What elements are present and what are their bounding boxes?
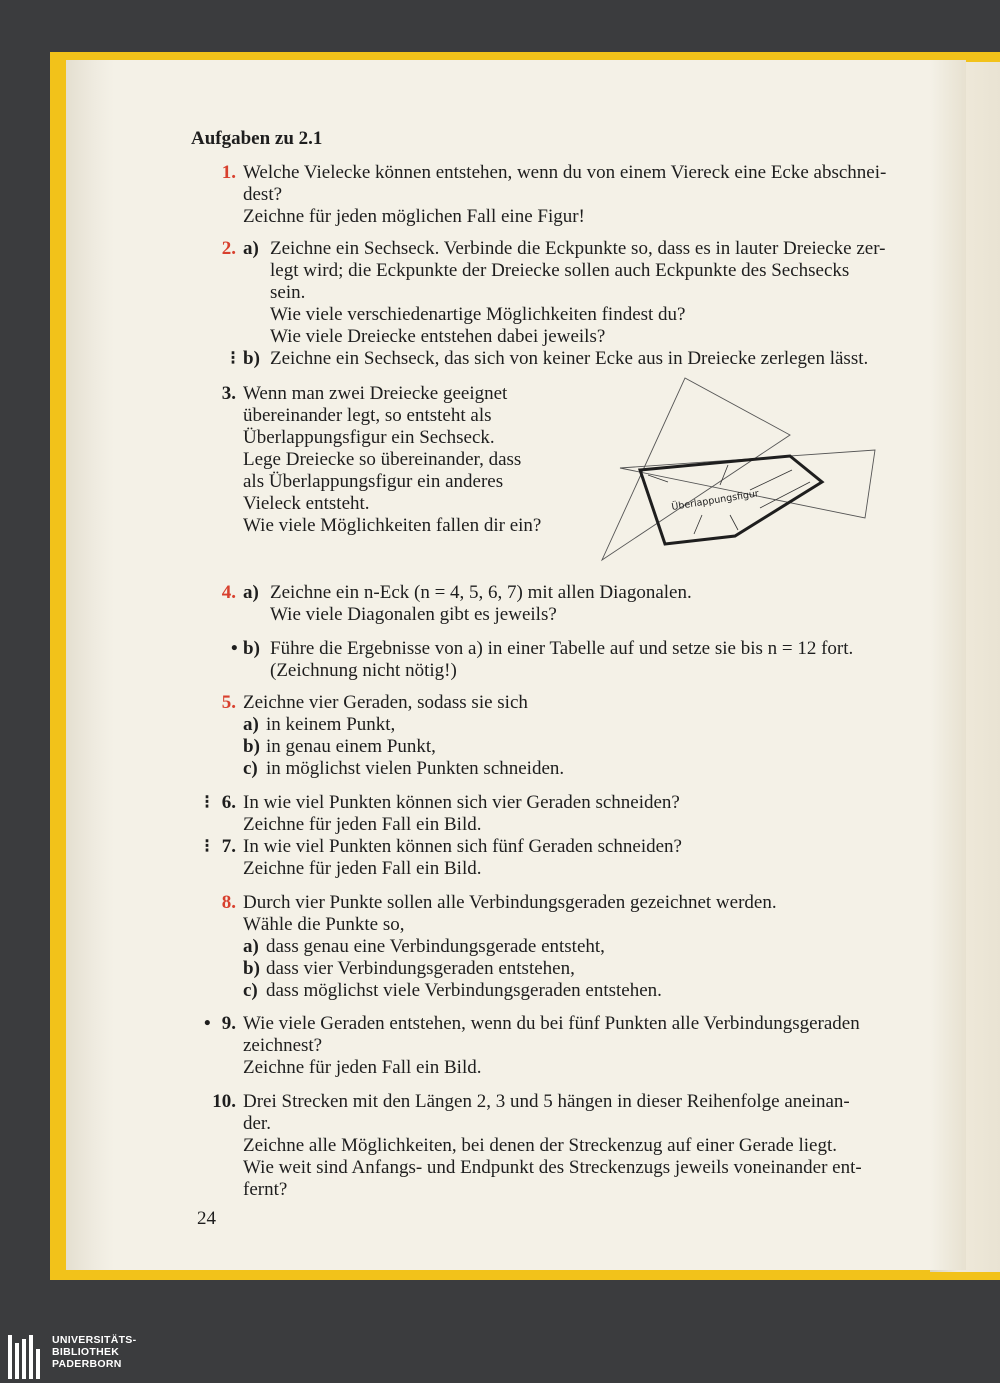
subtask-label: a) [243, 238, 259, 259]
difficulty-marker: ⁝ [230, 348, 237, 369]
task-text-line: Zeichne für jeden Fall ein Bild. [243, 1057, 482, 1078]
task-text-line: Wie viele Diagonalen gibt es jeweils? [270, 604, 557, 625]
task-number: 9. [221, 1013, 236, 1034]
task-number: 1. [221, 162, 236, 183]
task-text-line: fernt? [243, 1179, 288, 1200]
task-text-line: Wähle die Punkte so, [243, 914, 405, 935]
task-text-line: Zeichne vier Geraden, sodass sie sich [243, 692, 528, 713]
task-text-line: in keinem Punkt, [266, 714, 396, 735]
task-text-line: Zeichne ein n-Eck (n = 4, 5, 6, 7) mit allen Diagonalen. [270, 582, 692, 603]
task-text-line: Zeichne ein Sechseck, das sich von keiner Ecke aus in Dreiecke zerlegen lässt. [270, 348, 869, 369]
subtask-label: c) [243, 758, 258, 779]
subtask-label: a) [243, 936, 259, 957]
task-text-line: dass möglichst viele Verbindungsgeraden entstehen. [266, 980, 662, 1001]
task-text-line: Wenn man zwei Dreiecke geeignet [243, 383, 508, 404]
task-text-line: dass genau eine Verbindungsgerade entsteht, [266, 936, 605, 957]
task-text-line: In wie viel Punkten können sich vier Geraden schneiden? [243, 792, 680, 813]
task-number: 4. [221, 582, 236, 603]
task-number: 8. [221, 892, 236, 913]
task-text-line: Zeichne für jeden möglichen Fall eine Figur! [243, 206, 585, 227]
task-text-line: (Zeichnung nicht nötig!) [270, 660, 457, 681]
difficulty-marker: • [204, 1013, 211, 1034]
task-text-line: Überlappungsfigur ein Sechseck. [243, 427, 495, 448]
library-name-line: BIBLIOTHEK [52, 1346, 120, 1358]
subtask-label: b) [243, 958, 260, 979]
task-text-line: in möglichst vielen Punkten schneiden. [266, 758, 565, 779]
task-text-line: der. [243, 1113, 271, 1134]
task-text-line: zeichnest? [243, 1035, 323, 1056]
subtask-label: b) [243, 736, 260, 757]
task-text-line: Zeichne ein Sechseck. Verbinde die Eckpunkte so, dass es in lauter Dreiecke zer- [270, 238, 886, 259]
task-text-line: Wie viele Geraden entstehen, wenn du bei fünf Punkten alle Verbindungsgeraden [243, 1013, 860, 1034]
task-text-line: Zeichne alle Möglichkeiten, bei denen der Streckenzug auf einer Gerade liegt. [243, 1135, 838, 1156]
task-text-line: in genau einem Punkt, [266, 736, 436, 757]
library-name-line: UNIVERSITÄTS- [52, 1334, 137, 1346]
task-text-line: Welche Vielecke können entstehen, wenn du von einem Viereck eine Ecke abschnei- [243, 162, 887, 183]
subtask-label: a) [243, 714, 259, 735]
page-gutter [66, 60, 114, 1270]
task-text-line: Führe die Ergebnisse von a) in einer Tabelle auf und setze sie bis n = 12 fort. [270, 638, 854, 659]
task-text-line: In wie viel Punkten können sich fünf Geraden schneiden? [243, 836, 682, 857]
task-text-line: Lege Dreiecke so übereinander, dass [243, 449, 522, 470]
task-text-line: legt wird; die Eckpunkte der Dreiecke sollen auch Eckpunkte des Sechsecks [270, 260, 850, 281]
task-text-line: als Überlappungsfigur ein anderes [243, 471, 504, 492]
task-text-line: Wie viele Dreiecke entstehen dabei jeweils? [270, 326, 606, 347]
subtask-label: b) [243, 348, 260, 369]
figure-label: Überlappungsfigur [670, 488, 760, 513]
task-number: 7. [221, 836, 236, 857]
library-name-line: PADERBORN [52, 1358, 122, 1370]
task-text-line: Durch vier Punkte sollen alle Verbindungsgeraden gezeichnet werden. [243, 892, 777, 913]
difficulty-marker: ⁝ [204, 836, 211, 857]
task-text-line: Drei Strecken mit den Längen 2, 3 und 5 hängen in dieser Reihenfolge aneinan- [243, 1091, 850, 1112]
task-text-line: dass vier Verbindungsgeraden entstehen, [266, 958, 575, 979]
task-number: 10. [212, 1091, 236, 1112]
task-number: 5. [221, 692, 236, 713]
task-number: 2. [221, 238, 236, 259]
task-text-line: dest? [243, 184, 283, 205]
library-logo-text [52, 1334, 136, 1370]
task-text-line: Vieleck entsteht. [243, 493, 370, 514]
task-text-line: Zeichne für jeden Fall ein Bild. [243, 858, 482, 879]
page-number: 24 [197, 1208, 216, 1229]
section-heading: Aufgaben zu 2.1 [191, 128, 323, 149]
task-text-line: Wie viele verschiedenartige Möglichkeiten findest du? [270, 304, 686, 325]
task-number: 6. [221, 792, 236, 813]
task-text-line: Wie weit sind Anfangs- und Endpunkt des Streckenzugs jeweils voneinander ent- [243, 1157, 862, 1178]
subtask-label: b) [243, 638, 260, 659]
difficulty-marker: • [231, 638, 238, 659]
triangle-one [602, 378, 790, 560]
difficulty-marker: ⁝ [204, 792, 211, 813]
task-text-line: sein. [270, 282, 306, 303]
subtask-label: c) [243, 980, 258, 1001]
page-fold-shade [930, 60, 966, 1270]
task-number: 3. [221, 383, 236, 404]
overlap-figure [590, 370, 880, 580]
subtask-label: a) [243, 582, 259, 603]
task-text-line: übereinander legt, so entsteht als [243, 405, 492, 426]
task-text-line: Wie viele Möglichkeiten fallen dir ein? [243, 515, 542, 536]
library-logo-icon [8, 1335, 46, 1379]
task-text-line: Zeichne für jeden Fall ein Bild. [243, 814, 482, 835]
